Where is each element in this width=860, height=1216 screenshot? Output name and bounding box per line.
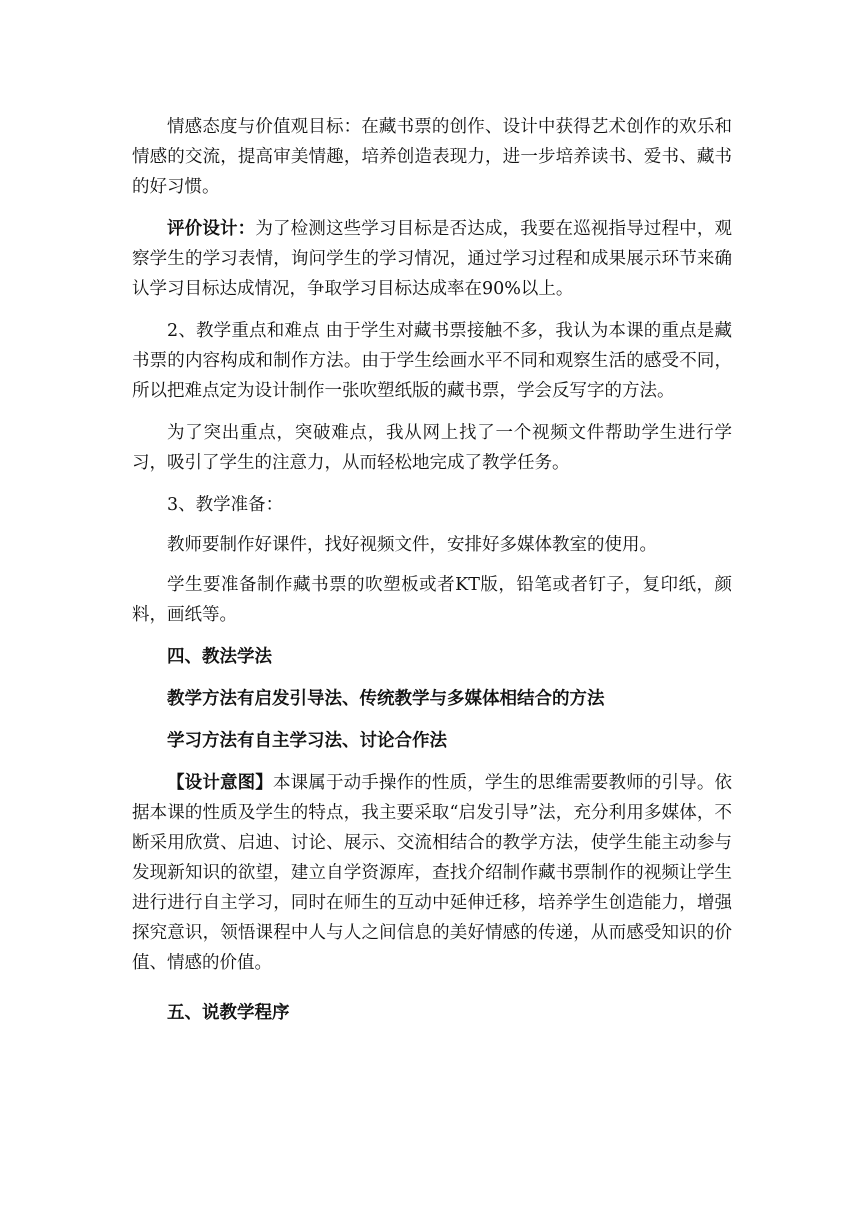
paragraph-key-points: 2、教学重点和难点 由于学生对藏书票接触不多，我认为本课的重点是藏书票的内容构成和制作方法。由于学生绘画水平不同和观察生活的感受不同，所以把难点定为设计制作一张吹塑纸版的藏书票，学会反写字的方法。 [132, 321, 732, 401]
document-body [132, 112, 732, 1040]
paragraph-highlight-focus: 为了突出重点，突破难点，我从网上找了一个视频文件帮助学生进行学习，吸引了学生的注意力，从而轻松地完成了教学任务。 [132, 423, 732, 473]
paragraph-affective-goals: 情感态度与价值观目标：在藏书票的创作、设计中获得艺术创作的欢乐和情感的交流，提高审美情趣，培养创造表现力，进一步培养读书、爱书、藏书的好习惯。 [132, 117, 732, 197]
paragraph-student-prep: 学生要准备制作藏书票的吹塑板或者KT版，铅笔或者钉子，复印纸，颜料，画纸等。 [132, 575, 732, 625]
paragraph-design-intent [132, 768, 732, 978]
design-intent-label: 【设计意图】 [167, 773, 273, 793]
design-intent-text: 本课属于动手操作的性质，学生的思维需要教师的引导。依据本课的性质及学生的特点，我主要采取“启发引导”法，充分利用多媒体，不断采用欣赏、启迪、讨论、展示、交流相结合的教学方法，使学生能主动参与发现新知识的欲望，建立自学资源库，查找介绍制作藏书票制作的视频让学生进行进行自主学习，同时在师生的互动中延伸迁移，培养学生创造能力，增强探究意识，领悟课程中人与人之间信息的美好情感的传递，从而感受知识的价值、情感的价值。 [132, 773, 732, 973]
teaching-methods-line: 教学方法有启发引导法、传统教学与多媒体相结合的方法 [167, 689, 605, 709]
evaluation-design-label: 评价设计： [167, 219, 256, 239]
evaluation-design-text: 为了检测这些学习目标是否达成，我要在巡视指导过程中，观察学生的学习表情，询问学生的学习情况，通过学习过程和成果展示环节来确认学习目标达成情况，争取学习目标达成率在90%以上。 [132, 219, 733, 299]
paragraph-teacher-prep: 教师要制作好课件，找好视频文件，安排好多媒体教室的使用。 [167, 535, 657, 555]
learning-methods-line: 学习方法有自主学习法、讨论合作法 [167, 731, 447, 751]
paragraph-teaching-prep-title: 3、教学准备： [167, 495, 284, 515]
section-heading-methods: 四、教法学法 [167, 647, 272, 667]
paragraph-evaluation-design [132, 214, 732, 304]
section-heading-procedure: 五、说教学程序 [167, 1003, 290, 1023]
